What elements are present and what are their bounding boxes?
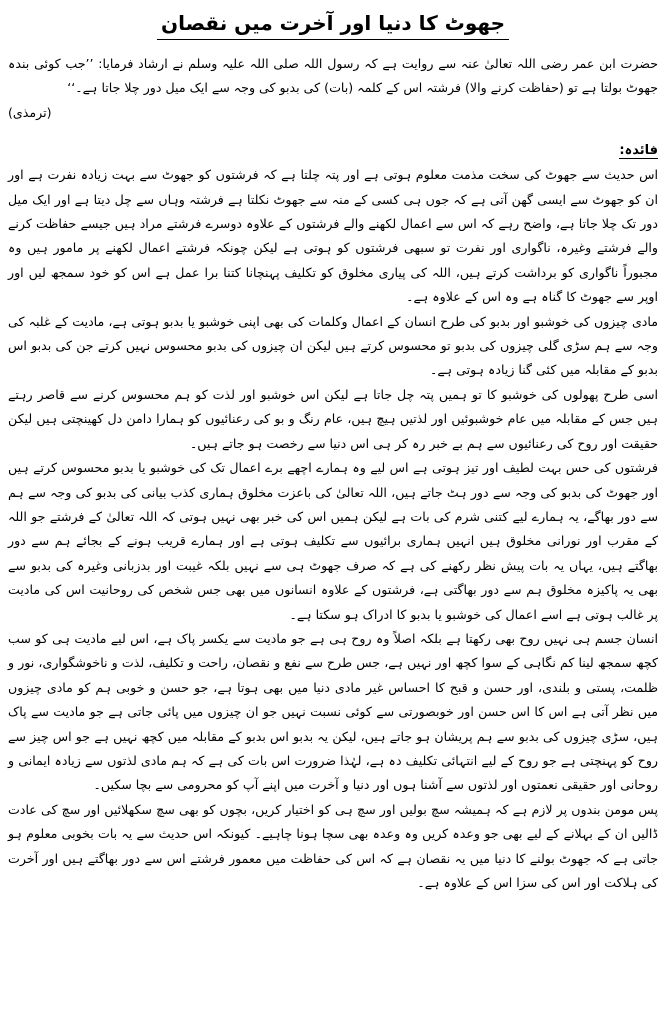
document-page xyxy=(8,8,658,1018)
title-block xyxy=(8,8,658,48)
paragraph-3: اسی طرح پھولوں کی خوشبو کا تو ہمیں پتہ چل جاتا ہے لیکن اس خوشبو اور لذت کو ہم محسوس کرنے سے قاصر رہتے ہیں جس کے مقابلہ میں عام خوشبوئیں اور لذتیں ہیچ ہیں، عام رنگ و بو کی رعنائیوں کو ہمارا دامن دل کھینچتی ہیں لیکن حقیقت اور روح کی رعنائیوں سے ہم بے خبر رہ کر ہی اس دنیا سے رخصت ہو جاتے ہیں۔ xyxy=(8,386,658,451)
fayda-heading: فائدہ: xyxy=(619,143,658,159)
page-title: جھوٹ کا دنیا اور آخرت میں نقصان xyxy=(157,8,509,40)
hadith-reference: (ترمذی) xyxy=(8,104,52,120)
paragraph-4: فرشتوں کی حس بہت لطیف اور تیز ہوتی ہے اس لیے وہ ہمارے اچھے برے اعمال تک کی خوشبو یا بدبو محسوس کرتے ہیں اور جھوٹ کی بدبو کی وجہ سے دور ہٹ جاتے ہیں، اللہ تعالیٰ کی باعزت مخلوق ہماری کذب بیانی کی بدبو کی وجہ سے ہم سے دور بھاگے، یہ ہمارے لیے کتنی شرم کی بات ہے لیکن ہمیں اس کی خبر بھی نہیں ہوتی کہ اللہ تعالیٰ کے فرشتے جو اللہ کے مقرب اور نورانی مخلوق ہیں انہیں ہماری برائیوں سے تکلیف ہوتی ہے اور ہمارے قریب ہونے کے بجائے ہم سے دور بھاگتے ہیں، یہاں یہ بات پیش نظر رکھنے کی ہے کہ صرف جھوٹ ہی سے نہیں بلکہ غیبت اور بدزبانی وغیرہ کی بدبو سے بھی یہ پاکیزہ مخلوق ہم سے دور بھاگتی ہے، فرشتوں کے علاوہ انسانوں میں بھی جس شخص کی روحانیت اس کی مادیت پر غالب ہوتی ہے اسے اعمال کی خوشبو یا بدبو کا ادراک ہو سکتا ہے۔ xyxy=(8,460,658,622)
paragraph-6: پس مومن بندوں پر لازم ہے کہ ہمیشہ سچ بولیں اور سچ ہی کو اختیار کریں، بچوں کو بھی سچ سکھلائیں اور سچ کی عادت ڈالیں ان کے بہلانے کے لیے بھی جو وعدہ کریں وہ وعدہ بھی سچا ہونا چاہیے۔ کیونکہ اس حدیث سے یہ بات بخوبی معلوم ہو جاتی ہے کہ جھوٹ بولنے کا دنیا میں یہ نقصان ہے کہ اس کی حفاظت میں معمور فرشتے اس سے دور بھاگتے ہیں اور آخرت کی ہلاکت اور اس کی سزا اس کے علاوہ ہے۔ xyxy=(8,801,658,890)
paragraph-2: مادی چیزوں کی خوشبو اور بدبو کی طرح انسان کے اعمال وکلمات کی بھی اپنی خوشبو یا بدبو ہوتی ہے، مادیت کے غلبہ کی وجہ سے ہم سڑی گلی چیزوں کی بدبو تو محسوس کرتے ہیں لیکن ان چیزوں کی بدبو محسوس نہیں کرتے جن کی بدبو اس بدبو کے مقابلہ میں کئی گنا زیادہ ہوتی ہے۔ xyxy=(8,313,658,378)
hadith-text: حضرت ابن عمر رضی اللہ تعالیٰ عنہ سے روایت ہے کہ رسول اللہ صلی اللہ علیہ وسلم نے ارشاد فرمایا: ’’جب کوئی بندہ جھوٹ بولتا ہے تو (حفاظت کرنے والا) فرشتہ اس کے کلمہ (بات) کی بدبو کی وجہ سے ایک میل دور چلا جاتا ہے۔‘‘ xyxy=(8,56,658,96)
paragraph-5: انسان جسم ہی نہیں روح بھی رکھتا ہے بلکہ اصلاً وہ روح ہی ہے جو مادیت سے یکسر پاک ہے، اس لیے مادیت ہی کو سب کچھ سمجھ لینا کم نگاہی کے سوا کچھ اور نہیں ہے، جس طرح سے نفع و نقصان، راحت و تکلیف، لذت و ناخوشگواری، نور و ظلمت، پستی و بلندی، اور حسن و قبح کا احساس غیر مادی دنیا میں بھی ہوتا ہے، جو حسن و خوبی ہم کو مادی چیزوں میں نظر آتی ہے اس کا اس حسن اور خوبصورتی سے کوئی نسبت نہیں جو ان چیزوں میں پائی جاتی ہے جو مادیت سے پاک ہیں، سڑی چیزوں کی بدبو سے ہم پریشان ہو جاتے ہیں، لیکن یہ بدبو اس بدبو کے مقابلہ میں کچھ نہیں ہے جو اس چیز سے روح کو پہنچتی ہے جو روح کے لیے انتہائی تکلیف دہ ہے، لہٰذا ضرورت اس بات کی ہے کہ ہم مادی لذتوں سے زیادہ ایمانی و روحانی اور حقیقی نعمتوں اور لذتوں سے آشنا ہوں اور دنیا و آخرت میں اپنے آپ کو محرومی سے بچا سکیں۔ xyxy=(8,630,658,793)
paragraph-1: اس حدیث سے جھوٹ کی سخت مذمت معلوم ہوتی ہے اور پتہ چلتا ہے کہ فرشتوں کو جھوٹ سے بہت زیادہ نفرت ہے اور ان کو جھوٹ سے ایسی گھن آتی ہے کہ جوں ہی کسی کے منہ سے جھوٹ نکلتا ہے فرشتہ وہاں سے چل دیتا ہے اور ایک میل دور تک چلا جاتا ہے، واضح رہے کہ اس سے اعمال لکھنے والے فرشتوں کے علاوہ دوسرے فرشتے مراد ہیں جیسے حفاظت کرنے والے فرشتے وغیرہ، ناگواری اور نفرت تو سبھی فرشتوں کو ہوتی ہے لیکن چونکہ فرشتے اعمال لکھنے پر مامور ہیں وہ مجبوراً ناگواری کو برداشت کرتے ہیں، اللہ کی پیاری مخلوق کو تکلیف پہنچانا کتنا برا عمل ہے اس کو خود سمجھ لیں اور اوپر سے جھوٹ کا گناہ ہے وہ اس کے علاوہ ہے۔ xyxy=(8,167,658,305)
